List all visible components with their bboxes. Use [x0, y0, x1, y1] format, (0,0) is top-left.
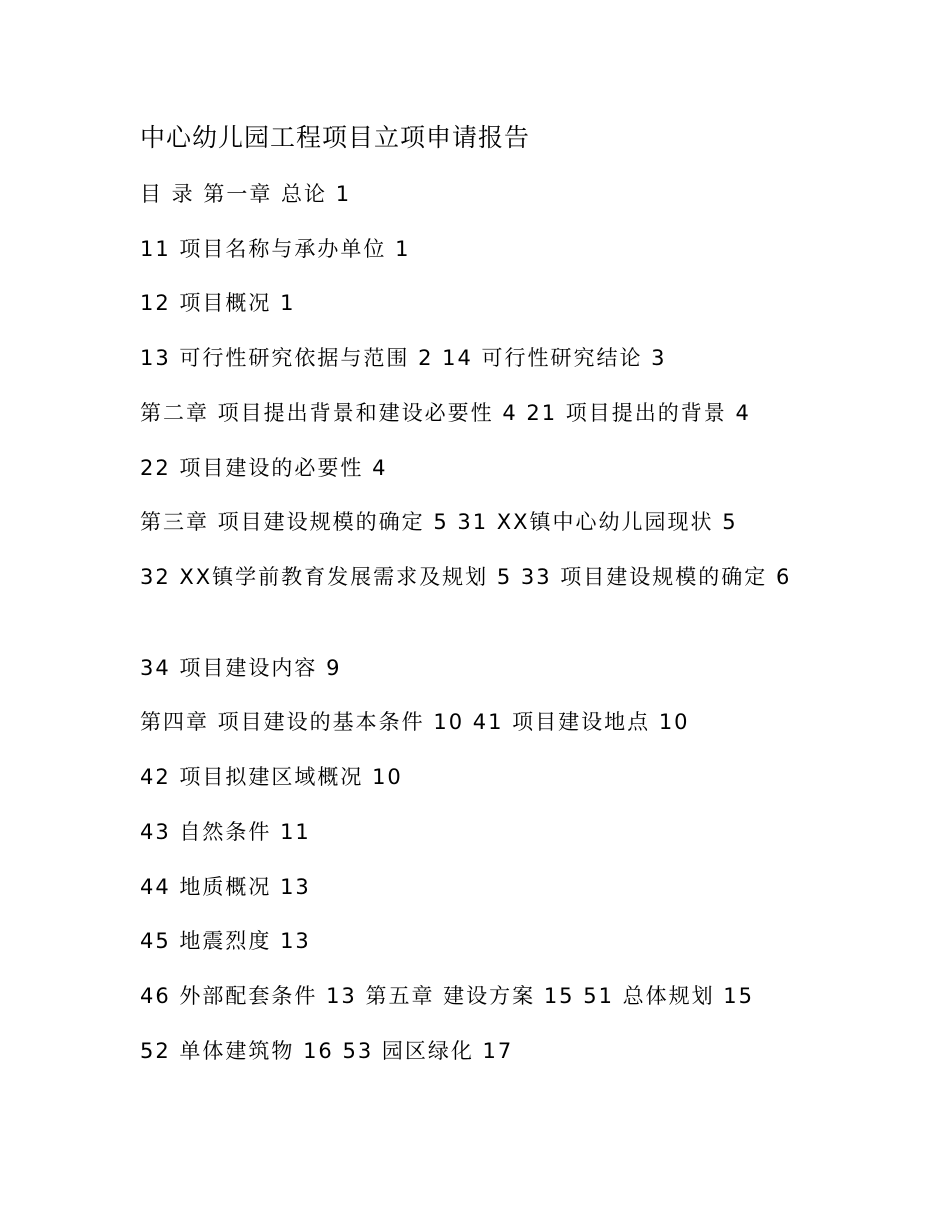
toc-line: 45 地震烈度 13	[140, 929, 311, 953]
toc-line: 11 项目名称与承办单位 1	[140, 237, 411, 261]
toc-line: 42 项目拟建区域概况 10	[140, 765, 403, 789]
toc-line: 46 外部配套条件 13 第五章 建设方案 15 51 总体规划 15	[140, 984, 755, 1008]
toc-line: 32 XX镇学前教育发展需求及规划 5 33 项目建设规模的确定 6	[140, 565, 792, 589]
toc-line: 目 录 第一章 总论 1	[140, 182, 352, 206]
toc-line: 13 可行性研究依据与范围 2 14 可行性研究结论 3	[140, 346, 667, 370]
document-title: 中心幼儿园工程项目立项申请报告	[140, 123, 531, 152]
toc-line: 第二章 项目提出背景和建设必要性 4 21 项目提出的背景 4	[140, 401, 751, 425]
toc-line: 34 项目建设内容 9	[140, 656, 342, 680]
toc-line: 52 单体建筑物 16 53 园区绿化 17	[140, 1039, 514, 1063]
toc-line: 43 自然条件 11	[140, 820, 311, 844]
toc-line: 12 项目概况 1	[140, 291, 296, 315]
toc-line: 第四章 项目建设的基本条件 10 41 项目建设地点 10	[140, 710, 690, 734]
toc-line: 44 地质概况 13	[140, 875, 311, 899]
toc-line: 第三章 项目建设规模的确定 5 31 XX镇中心幼儿园现状 5	[140, 510, 738, 534]
toc-line: 22 项目建设的必要性 4	[140, 456, 388, 480]
